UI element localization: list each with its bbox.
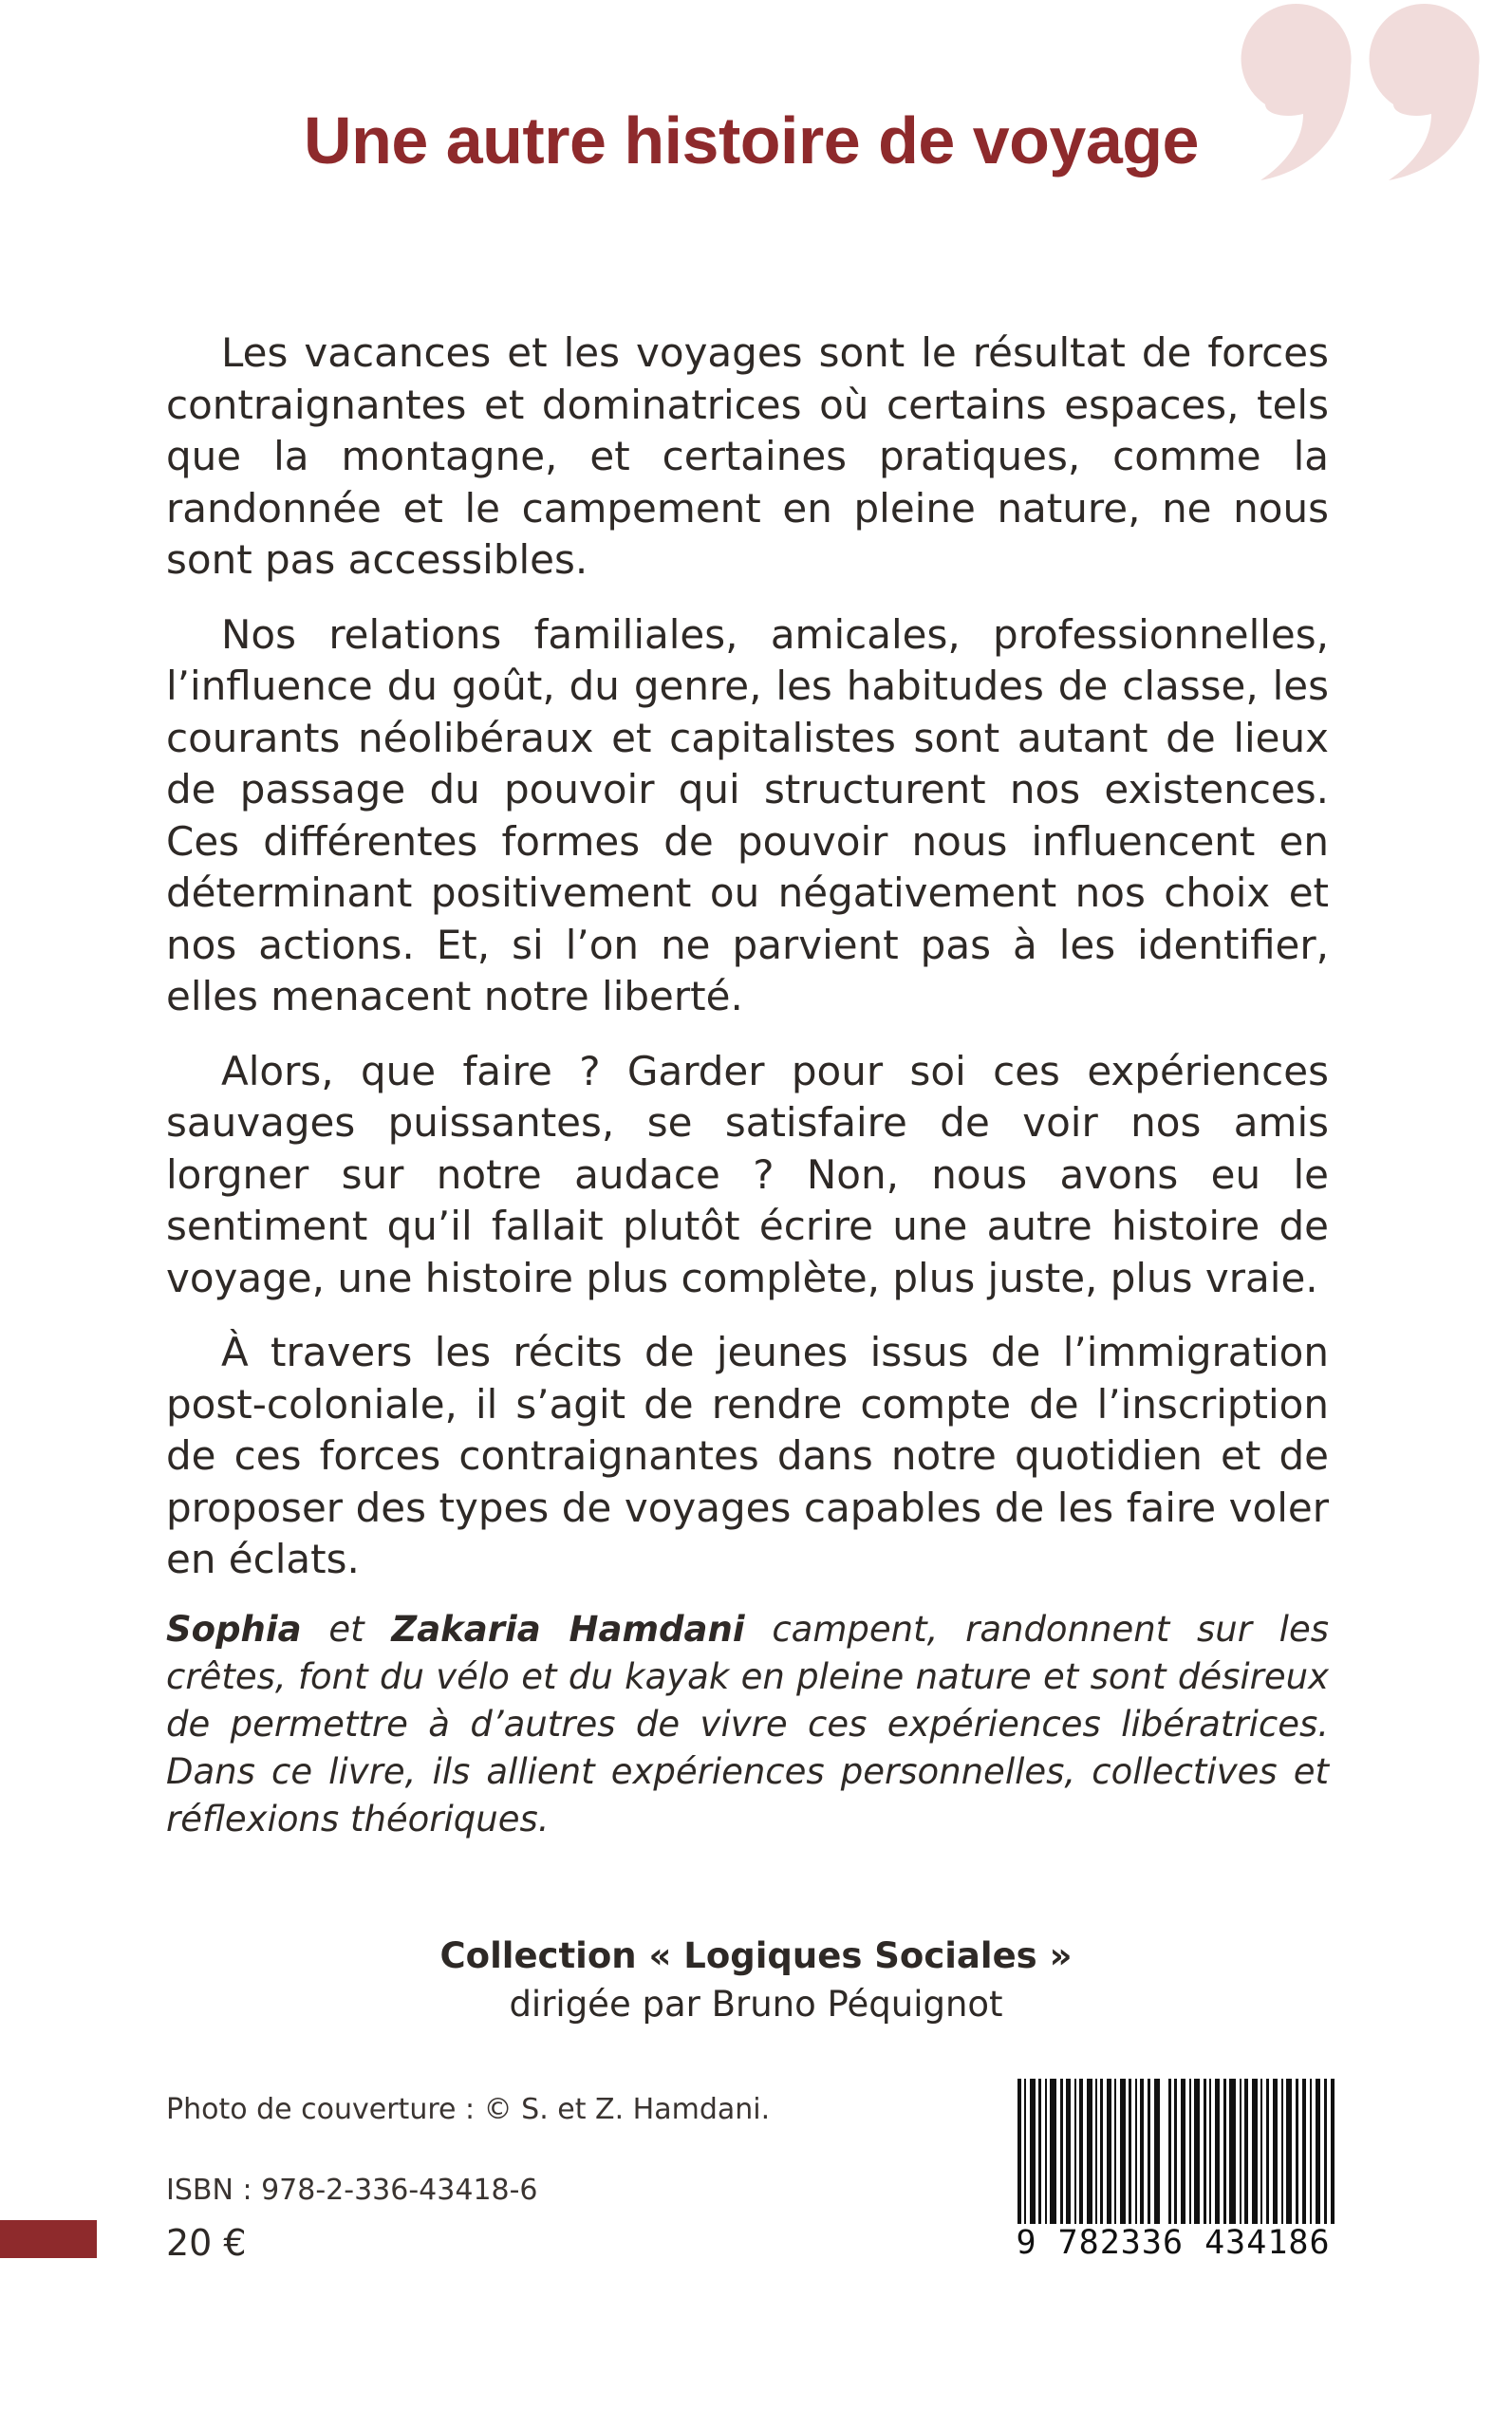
author-name-2: Zakaria Hamdani <box>391 1609 745 1650</box>
collection-info <box>0 1932 1512 2028</box>
blurb-paragraph: Les vacances et les voyages sont le résultat de forces contraignantes et dominatrices où certains espaces, tels que la montagne, et certaines pratiques, comme la randonnée et le campement en pleine nature, ne nous sont pas accessibles. <box>166 329 1329 583</box>
blurb-paragraph: À travers les récits de jeunes issus de l’immigration post-coloniale, il s’agit de rendre compte de l’inscription de ces forces contraignantes dans notre quotidien et de proposer des types de voyages capables de les faire voler en éclats. <box>166 1329 1329 1582</box>
isbn: ISBN : 978-2-336-43418-6 <box>166 2174 538 2207</box>
barcode-number: 9 782336 434186 <box>1006 2224 1340 2262</box>
back-cover-blurb <box>166 327 1329 1609</box>
author-name-1: Sophia <box>166 1609 302 1650</box>
photo-credit: Photo de couverture : © S. et Z. Hamdani. <box>166 2093 771 2126</box>
blurb-paragraph: Alors, que faire ? Garder pour soi ces expériences sauvages puissantes, se satisfaire de voir nos amis lorgner sur notre audace ? Non, nous avons eu le sentiment qu’il fallait plutôt écrire une autre histoire de voyage, une histoire plus complète, plus juste, plus vraie. <box>166 1047 1329 1301</box>
collection-name: Collection « Logiques Sociales » <box>439 1935 1073 1976</box>
author-connector: et <box>328 1609 364 1650</box>
book-title: Une autre histoire de voyage <box>304 103 1199 177</box>
blurb-paragraph: Nos relations familiales, amicales, professionnelles, l’influence du goût, du genre, les habitudes de classe, les courants néolibéraux et capitalistes sont autant de lieux de passage du pouvoir qui structurent nos existences. Ces différentes formes de pouvoir nous influencent en déterminant positivement ou négativement nos choix et nos actions. Et, si l’on ne parvient pas à les identifier, elles menacent notre liberté. <box>166 610 1329 1019</box>
author-bio <box>166 1606 1329 1843</box>
author-bio-text: campent, randonnent sur les crêtes, font du vélo et du kayak en pleine nature et sont désireux de permettre à d’autres de vivre ces expériences libératrices. Dans ce livre, ils allient expériences personnelles, collectives et réflexions théoriques. <box>166 1609 1330 1839</box>
price: 20 € <box>166 2222 247 2264</box>
collection-director: dirigée par Bruno Péquignot <box>509 1984 1003 2025</box>
accent-bar <box>0 2220 97 2258</box>
